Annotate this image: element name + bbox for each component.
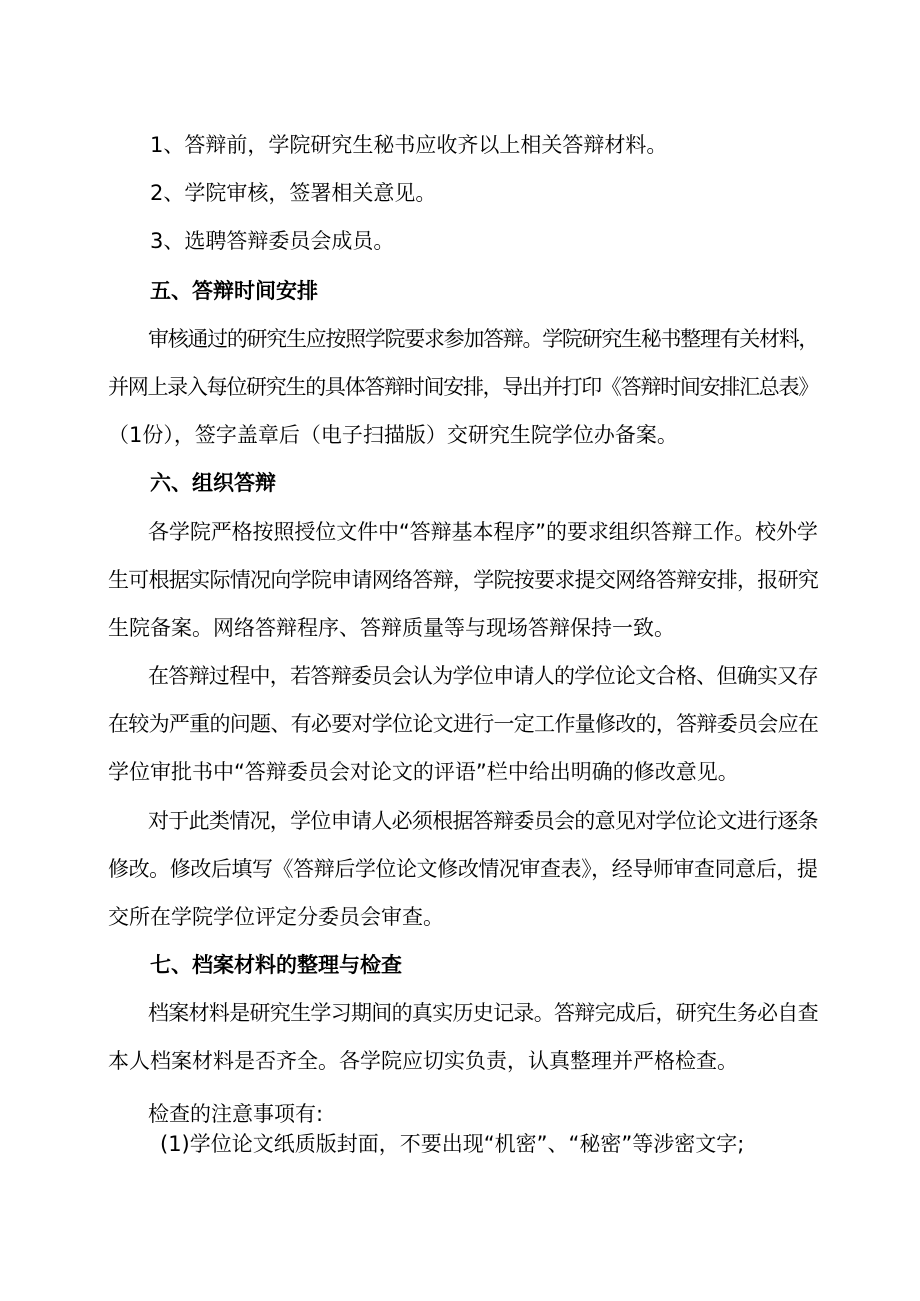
- section-6-paragraph-line: 生院备案。网络答辩程序、答辩质量等与现场答辩保持一致。: [108, 616, 675, 640]
- section-6-paragraph-line: 对于此类情况，学位申请人必须根据答辩委员会的意见对学位论文进行逐条: [148, 809, 818, 833]
- section-6-paragraph-line: 各学院严格按照授位文件中“答辩基本程序”的要求组织答辩工作。校外学: [148, 520, 818, 544]
- section-6-heading: 六、组织答辩: [150, 471, 276, 495]
- section-7-paragraph-line: 本人档案材料是否齐全。各学院应切实负责，认真整理并严格检查。: [108, 1049, 738, 1073]
- section-6-paragraph-line: 在较为严重的问题、有必要对学位论文进行一定工作量修改的，答辩委员会应在: [108, 712, 819, 736]
- section-5-paragraph-line: 审核通过的研究生应按照学院要求参加答辩。学院研究生秘书整理有关材料，: [148, 327, 819, 351]
- section-7-heading: 七、档案材料的整理与检查: [150, 953, 402, 977]
- section-6-paragraph-line: 生可根据实际情况向学院申请网络答辩，学院按要求提交网络答辩安排，报研究: [108, 568, 819, 592]
- list-item-1: 1、答辩前，学院研究生秘书应收齐以上相关答辩材料。: [150, 133, 668, 157]
- notes-title: 检查的注意事项有:: [148, 1102, 324, 1126]
- section-5-heading: 五、答辩时间安排: [150, 279, 318, 303]
- section-6-paragraph-line: 交所在学院学位评定分委员会审查。: [108, 905, 444, 929]
- note-item-1: (1)学位论文纸质版封面，不要出现“机密”、“秘密”等涉密文字;: [160, 1132, 745, 1156]
- section-6-paragraph-line: 修改。修改后填写《答辩后学位论文修改情况审查表》，经导师审查同意后，提: [108, 857, 818, 881]
- section-5-paragraph-line: （1份），签字盖章后（电子扫描版）交研究生院学位办备案。: [108, 423, 678, 447]
- section-7-paragraph-line: 档案材料是研究生学习期间的真实历史记录。答辩完成后，研究生务必自查: [148, 1001, 818, 1025]
- section-6-paragraph-line: 学位审批书中“答辩委员会对论文的评语”栏中给出明确的修改意见。: [108, 760, 739, 784]
- list-item-3: 3、选聘答辩委员会成员。: [150, 229, 395, 253]
- section-5-paragraph-line: 并网上录入每位研究生的具体答辩时间安排，导出并打印《答辩时间安排汇总表》: [108, 375, 818, 399]
- list-item-2: 2、学院审核，签署相关意见。: [150, 181, 437, 205]
- section-6-paragraph-line: 在答辩过程中，若答辩委员会认为学位申请人的学位论文合格、但确实又存: [148, 664, 818, 688]
